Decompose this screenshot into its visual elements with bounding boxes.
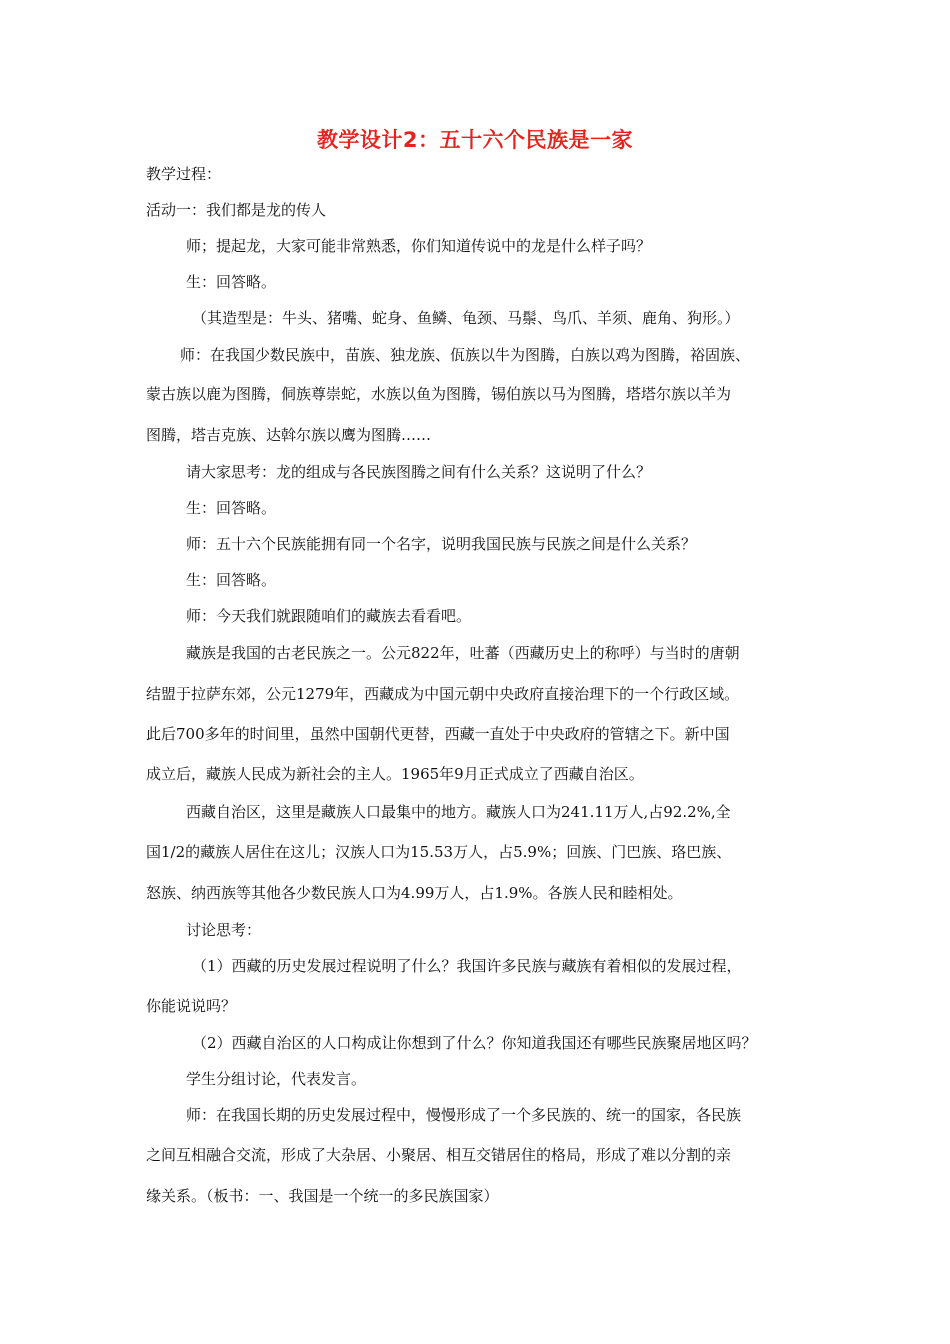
paragraph-line: 成立后，藏族人民成为新社会的主人。1965年9月正式成立了西藏自治区。 — [146, 765, 644, 783]
paragraph-line: 师：五十六个民族能拥有同一个名字，说明我国民族与民族之间是什么关系？ — [186, 535, 697, 553]
paragraph-line: （其造型是：牛头、猪嘴、蛇身、鱼鳞、龟颈、马鬃、鸟爪、羊须、鹿角、狗形。） — [192, 309, 740, 327]
paragraph-line: （1）西藏的历史发展过程说明了什么？我国许多民族与藏族有着相似的发展过程， — [192, 957, 742, 975]
paragraph-line: 学生分组讨论，代表发言。 — [186, 1070, 367, 1088]
paragraph-line: 师：在我国少数民族中，苗族、独龙族、佤族以牛为图腾，白族以鸡为图腾，裕固族、 — [180, 346, 751, 364]
paragraph-line: 师；提起龙，大家可能非常熟悉，你们知道传说中的龙是什么样子吗？ — [186, 237, 652, 255]
paragraph-line: 生：回答略。 — [186, 571, 277, 589]
paragraph-line: 教学过程： — [146, 165, 222, 183]
paragraph-line: 图腾，塔吉克族、达斡尔族以鹰为图腾…… — [146, 426, 432, 444]
paragraph-line: 怒族、纳西族等其他各少数民族人口为4.99万人，占1.9%。各族人民和睦相处。 — [146, 884, 683, 902]
paragraph-line: 结盟于拉萨东郊，公元1279年，西藏成为中国元朝中央政府直接治理下的一个行政区域。 — [146, 685, 740, 703]
paragraph-line: 生：回答略。 — [186, 499, 277, 517]
paragraph-line: 生：回答略。 — [186, 273, 277, 291]
document-title: 教学设计2：五十六个民族是一家 — [316, 128, 634, 152]
paragraph-line: 缘关系。（板书：一、我国是一个统一的多民族国家） — [146, 1187, 499, 1205]
paragraph-line: 藏族是我国的古老民族之一。公元822年，吐蕃（西藏历史上的称呼）与当时的唐朝 — [186, 644, 740, 662]
paragraph-line: 活动一：我们都是龙的传人 — [146, 201, 327, 219]
paragraph-line: 讨论思考： — [186, 921, 262, 939]
paragraph-line: 之间互相融合交流，形成了大杂居、小聚居、相互交错居住的格局，形成了难以分割的亲 — [146, 1146, 732, 1164]
paragraph-line: 此后700多年的时间里，虽然中国朝代更替，西藏一直处于中央政府的管辖之下。新中国 — [146, 725, 730, 743]
paragraph-line: 西藏自治区，这里是藏族人口最集中的地方。藏族人口为241.11万人,占92.2%,全 — [186, 803, 731, 821]
paragraph-line: 你能说说吗？ — [146, 997, 237, 1015]
paragraph-line: 请大家思考：龙的组成与各民族图腾之间有什么关系？这说明了什么？ — [186, 463, 652, 481]
paragraph-line: 国1/2的藏族人居住在这儿；汉族人口为15.53万人，占5.9%；回族、门巴族、珞巴族、 — [146, 843, 732, 861]
paragraph-line: 蒙古族以鹿为图腾，侗族尊崇蛇，水族以鱼为图腾，锡伯族以马为图腾，塔塔尔族以羊为 — [146, 385, 732, 403]
paragraph-line: （2）西藏自治区的人口构成让你想到了什么？你知道我国还有哪些民族聚居地区吗？ — [192, 1034, 757, 1052]
paragraph-line: 师：在我国长期的历史发展过程中，慢慢形成了一个多民族的、统一的国家，各民族 — [186, 1106, 742, 1124]
paragraph-line: 师：今天我们就跟随咱们的藏族去看看吧。 — [186, 607, 472, 625]
